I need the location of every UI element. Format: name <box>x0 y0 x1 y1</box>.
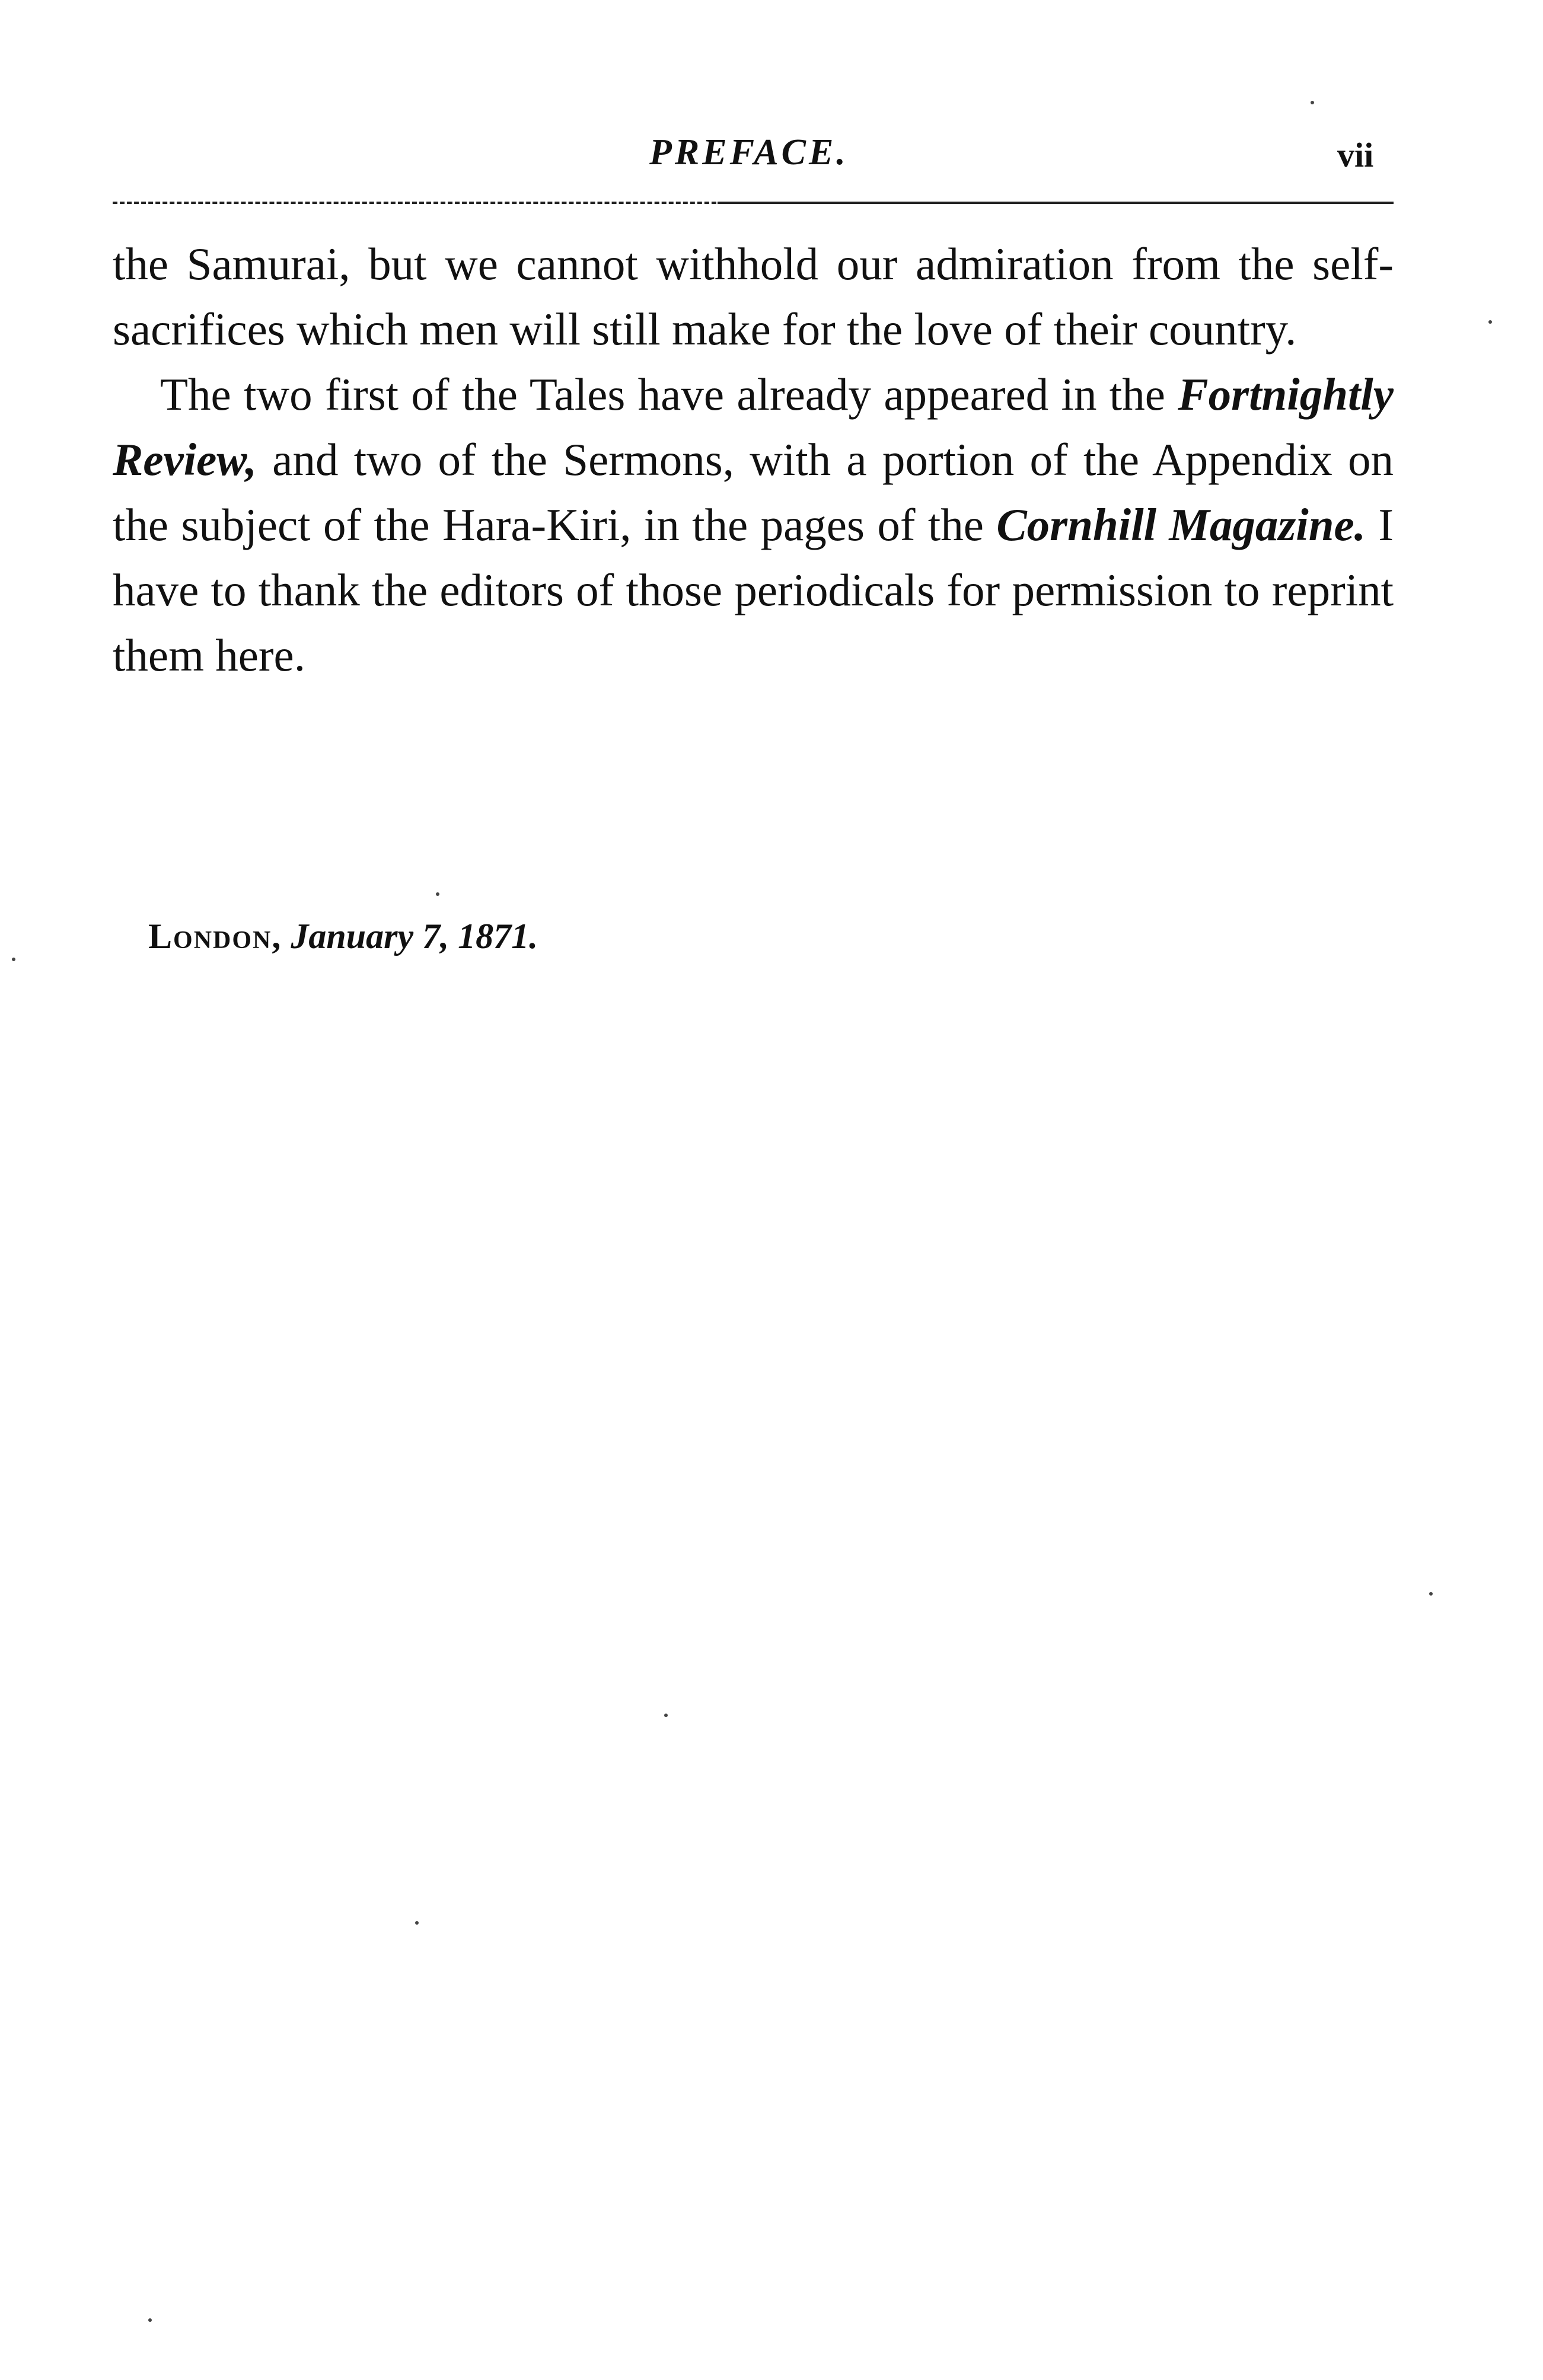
paragraph-2-text-c: I have to thank the editors of those periodicals for permission to reprint them here. <box>113 499 1394 681</box>
running-head <box>0 119 1543 184</box>
journal-title-fortnightly: Fortnightly Review, <box>113 369 1394 485</box>
preface-signature <box>148 916 538 957</box>
print-speck <box>148 2318 152 2322</box>
paragraph-1: the Samurai, but we cannot withhold our admiration from the self-sacrifices which men will still make for the love of their country. <box>113 238 1394 355</box>
signature-date: January 7, 1871. <box>291 917 538 956</box>
paragraph-2-text-b: and two of the Sermons, with a portion of the Appendix on the subject of the Hara-Kiri, in the pages of the <box>113 434 1394 550</box>
running-head-title: PREFACE. <box>649 132 849 173</box>
print-speck <box>1488 320 1492 324</box>
print-speck <box>1429 1592 1433 1596</box>
preface-body <box>113 231 1394 688</box>
paragraph-2 <box>113 362 1394 688</box>
journal-title-cornhill: Cornhill Magazine. <box>996 499 1366 550</box>
print-speck <box>436 892 439 896</box>
signature-place: London, <box>148 917 282 956</box>
print-speck <box>1311 101 1314 104</box>
print-speck <box>415 1921 419 1925</box>
print-speck <box>664 1714 668 1717</box>
header-rule-solid <box>718 202 1394 204</box>
print-speck <box>12 958 15 961</box>
page-number: vii <box>1337 136 1374 174</box>
paragraph-2-text-a: The two first of the Tales have already appeared in the <box>160 369 1178 420</box>
